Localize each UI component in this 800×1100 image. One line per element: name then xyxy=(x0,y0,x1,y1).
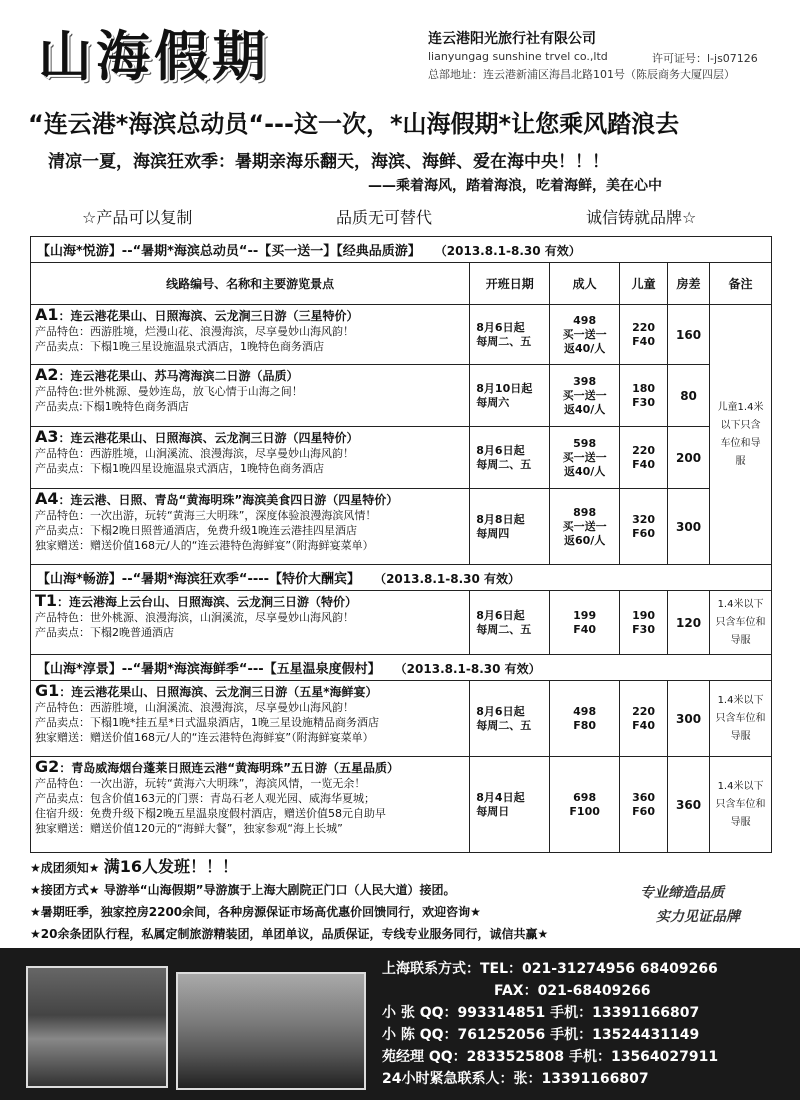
contact-emergency: 24小时紧急联系人：张：13391166807 xyxy=(382,1071,649,1087)
section-title-cell xyxy=(31,655,772,681)
brand-logo: 山海假期 xyxy=(38,24,270,88)
section-title: 【山海*悦游】--“暑期*海滨总动员“--【买一送一】【经典品质游】 xyxy=(37,244,421,259)
column-header: 线路编号、名称和主要游览景点 xyxy=(31,263,470,305)
column-header: 备注 xyxy=(710,263,772,305)
child-price-cell xyxy=(620,489,668,565)
contact-chen: 小 陈 QQ：761252056 手机：13524431149 xyxy=(382,1027,700,1043)
brand-claim-2: 实力见证品牌 xyxy=(656,909,740,925)
section-title: 【山海*淳景】--“暑期*海滨海鲜季“---【五星温泉度假村】 xyxy=(37,662,381,677)
adult-price: 498 xyxy=(573,313,597,327)
child-price: 320 xyxy=(632,512,656,526)
route-detail: 产品卖点：下榻1晚四星设施温泉式酒店，1晚特色商务酒店 xyxy=(35,462,324,475)
child-price-cell xyxy=(620,305,668,365)
route-title xyxy=(35,593,465,610)
child-price: 220 xyxy=(632,704,656,718)
route-name: ：连云港花果山、日照海滨、云龙涧三日游（三星特价） xyxy=(58,309,359,323)
start-date: 8月10日起 xyxy=(476,381,533,395)
route-row xyxy=(31,365,772,427)
adult-price: 买一送一 xyxy=(562,327,607,341)
remark-cell: 1.4米以下只含车位和导服 xyxy=(710,591,772,655)
headline: “连云港*海滨总动员“---这一次，*山海假期*让您乘风踏浪去 xyxy=(28,110,680,138)
slogan-integrity: 诚信铸就品牌☆ xyxy=(586,208,697,227)
adult-price-cell xyxy=(550,489,620,565)
route-row xyxy=(31,591,772,655)
route-detail: 独家赠送：赠送价值168元/人的“连云港特色海鲜宴”（附海鲜宴菜单） xyxy=(35,731,374,744)
route-detail: 产品特色：世外桃源、浪漫海滨，山涧溪流，尽享曼妙山海风韵！ xyxy=(35,611,354,624)
route-detail: 产品卖点：下榻1晚三星设施温泉式酒店，1晚特色商务酒店 xyxy=(35,340,324,353)
room-diff-cell: 300 xyxy=(668,681,710,757)
route-detail: 独家赠送：赠送价值168元/人的“连云港特色海鲜宴”（附海鲜宴菜单） xyxy=(35,539,374,552)
adult-price-cell xyxy=(550,427,620,489)
start-date: 8月4日起 xyxy=(476,790,525,804)
header xyxy=(0,0,800,96)
route-name: ：连云港花果山、苏马湾海滨二日游（品质） xyxy=(58,369,299,383)
route-title xyxy=(35,429,465,446)
start-date-cell xyxy=(470,305,550,365)
child-price: F60 xyxy=(632,804,655,818)
remark-cell: 1.4米以下只含车位和导服 xyxy=(710,757,772,853)
adult-price: 598 xyxy=(573,436,597,450)
route-detail: 住宿升级：免费升级下榻2晚五星温泉度假村酒店，赠送价值58元自助早 xyxy=(35,807,386,820)
adult-price-cell xyxy=(550,365,620,427)
column-header: 开班日期 xyxy=(470,263,550,305)
route-detail: 产品特色：西游胜境，烂漫山花、浪漫海滨，尽享曼妙山海风韵！ xyxy=(35,325,354,338)
child-price: F40 xyxy=(632,334,655,348)
start-date-cell xyxy=(470,489,550,565)
adult-price-cell xyxy=(550,681,620,757)
child-price: F40 xyxy=(632,718,655,732)
adult-price: 199 xyxy=(573,608,597,622)
start-date: 每周二、五 xyxy=(476,457,532,471)
tagline: ——乘着海风，踏着海浪，吃着海鲜，美在心中 xyxy=(368,178,662,194)
contact-zhang: 小 张 QQ：993314851 手机：13391166807 xyxy=(382,1005,700,1021)
adult-price: 返60/人 xyxy=(563,533,606,547)
room-diff-cell: 160 xyxy=(668,305,710,365)
route-row xyxy=(31,681,772,757)
section-title-cell xyxy=(31,565,772,591)
route-detail: 产品卖点：下榻2晚日照普通酒店，免费升级1晚连云港挂四星酒店 xyxy=(35,524,357,537)
adult-price-cell xyxy=(550,591,620,655)
mountain-photo xyxy=(176,972,366,1090)
column-header: 儿童 xyxy=(620,263,668,305)
license-number: 许可证号：l-js07126 xyxy=(652,52,758,65)
route-name: ：青岛威海烟台蓬莱日照连云港“黄海明珠”五日游（五星品质） xyxy=(59,761,400,775)
child-price-cell xyxy=(620,365,668,427)
child-price: F40 xyxy=(632,457,655,471)
start-date: 每周二、五 xyxy=(476,334,532,348)
start-date-cell xyxy=(470,591,550,655)
section-validity: （2013.8.1-8.30 有效） xyxy=(440,244,581,258)
slogan-quality: 品质无可替代 xyxy=(336,208,433,227)
section-row xyxy=(31,237,772,263)
route-cell xyxy=(31,591,470,655)
child-price-cell xyxy=(620,591,668,655)
column-header: 房差 xyxy=(668,263,710,305)
route-detail: 产品卖点:下榻1晚特色商务酒店 xyxy=(35,400,189,413)
route-title xyxy=(35,759,465,776)
route-row xyxy=(31,305,772,365)
section-row xyxy=(31,565,772,591)
route-title xyxy=(35,307,465,324)
route-code: T1 xyxy=(35,591,58,610)
adult-price: F100 xyxy=(569,804,600,818)
child-price: F60 xyxy=(632,526,655,540)
start-date: 8月8日起 xyxy=(476,512,525,526)
slogan-copy: ☆产品可以复制 xyxy=(82,208,193,227)
adult-price: F80 xyxy=(573,718,597,732)
route-cell xyxy=(31,427,470,489)
route-name: ：连云港、日照、青岛“黄海明珠”海滨美食四日游（四星特价） xyxy=(58,493,399,507)
remark-cell: 儿童1.4米以下只含车位和导服 xyxy=(710,305,772,565)
route-cell xyxy=(31,305,470,365)
adult-price: 买一送一 xyxy=(562,450,607,464)
route-detail: 产品卖点：下榻2晚普通酒店 xyxy=(35,626,174,639)
route-cell xyxy=(31,757,470,853)
route-code: A4 xyxy=(35,489,59,508)
route-row xyxy=(31,427,772,489)
route-code: A2 xyxy=(35,365,59,384)
child-price: 180 xyxy=(632,381,656,395)
room-diff-cell: 200 xyxy=(668,427,710,489)
coast-photo xyxy=(26,966,168,1088)
start-date-cell xyxy=(470,427,550,489)
section-title: 【山海*畅游】--“暑期*海滨狂欢季“----【特价大酬宾】 xyxy=(37,572,361,587)
adult-price: 398 xyxy=(573,374,597,388)
start-date: 每周二、五 xyxy=(476,718,532,732)
route-code: G1 xyxy=(35,681,60,700)
route-name: ：连云港海上云台山、日照海滨、云龙涧三日游（特价） xyxy=(57,595,358,609)
room-diff-cell: 80 xyxy=(668,365,710,427)
route-detail: 产品特色：西游胜境，山涧溪流、浪漫海滨，尽享曼妙山海风韵！ xyxy=(35,447,354,460)
adult-price-cell xyxy=(550,757,620,853)
route-title xyxy=(35,683,465,700)
child-price: F30 xyxy=(632,622,655,636)
section-title-cell xyxy=(31,237,772,263)
contact-tel: 上海联系方式：TEL：021-31274956 68409266 xyxy=(382,961,718,977)
note-rooms: ★暑期旺季，独家控房2200余间，各种房源保证市场高优惠价回馈同行，欢迎咨询★ xyxy=(30,905,481,919)
route-detail: 产品特色：一次出游，玩转“黄海六大明珠”，海滨风情，一览无余！ xyxy=(35,777,366,790)
child-price-cell xyxy=(620,427,668,489)
subline: 清凉一夏，海滨狂欢季：暑期亲海乐翻天，海滨、海鲜、爱在海中央！！！ xyxy=(48,152,609,172)
itinerary-table xyxy=(30,236,772,853)
note-pickup: ★接团方式★ 导游举“山海假期”导游旗于上海大剧院正门口（人民大道）接团。 xyxy=(30,883,456,897)
start-date-cell xyxy=(470,365,550,427)
adult-price: 返40/人 xyxy=(563,464,606,478)
route-cell xyxy=(31,365,470,427)
section-row xyxy=(31,655,772,681)
adult-price: 返40/人 xyxy=(563,402,606,416)
booking-notes xyxy=(30,856,650,945)
route-detail: 产品特色：一次出游，玩转“黄海三大明珠”，深度体验浪漫海滨风情！ xyxy=(35,509,377,522)
route-code: G2 xyxy=(35,757,60,776)
start-date: 每周日 xyxy=(476,804,510,818)
column-header: 成人 xyxy=(550,263,620,305)
route-row xyxy=(31,489,772,565)
route-name: ：连云港花果山、日照海滨、云龙涧三日游（五星*海鲜宴） xyxy=(59,685,378,699)
contact-footer xyxy=(0,948,800,1100)
route-detail: 产品特色:世外桃源、曼妙连岛，放飞心情于山海之间！ xyxy=(35,385,303,398)
start-date-cell xyxy=(470,757,550,853)
route-code: A1 xyxy=(35,305,59,324)
route-row xyxy=(31,757,772,853)
child-price: 220 xyxy=(632,443,656,457)
start-date: 8月6日起 xyxy=(476,320,525,334)
child-price: 190 xyxy=(632,608,656,622)
note-min-group: 满16人发班！！！ xyxy=(103,857,238,876)
route-cell xyxy=(31,489,470,565)
start-date: 8月6日起 xyxy=(476,704,525,718)
room-diff-cell: 120 xyxy=(668,591,710,655)
adult-price: 买一送一 xyxy=(562,388,607,402)
route-detail: 产品卖点：包含价值163元的门票：青岛石老人观光园、威海华夏城； xyxy=(35,792,375,805)
adult-price: 498 xyxy=(573,704,597,718)
section-validity: （2013.8.1-8.30 有效） xyxy=(380,572,521,586)
route-title xyxy=(35,491,465,508)
adult-price: 买一送一 xyxy=(562,519,607,533)
note-label: ★成团须知★ xyxy=(30,861,100,875)
start-date: 每周六 xyxy=(476,395,510,409)
route-detail: 产品卖点：下榻1晚*挂五星*日式温泉酒店，1晚三星设施精品商务酒店 xyxy=(35,716,379,729)
route-cell xyxy=(31,681,470,757)
route-detail: 独家赠送：赠送价值120元的“海鲜大餐”，独家参观“海上长城” xyxy=(35,822,343,835)
contact-fax: FAX：021-68409266 xyxy=(494,983,651,999)
route-title xyxy=(35,367,465,384)
child-price: F30 xyxy=(632,395,655,409)
header-row xyxy=(31,263,772,305)
section-validity: （2013.8.1-8.30 有效） xyxy=(400,662,541,676)
route-name: ：连云港花果山、日照海滨、云龙涧三日游（四星特价） xyxy=(58,431,359,445)
child-price-cell xyxy=(620,757,668,853)
adult-price: 698 xyxy=(573,790,597,804)
room-diff-cell: 360 xyxy=(668,757,710,853)
adult-price: F40 xyxy=(573,622,597,636)
room-diff-cell: 300 xyxy=(668,489,710,565)
start-date: 每周四 xyxy=(476,526,510,540)
start-date: 8月6日起 xyxy=(476,443,525,457)
child-price-cell xyxy=(620,681,668,757)
company-name-en: lianyungag sunshine trvel co.,ltd xyxy=(428,50,608,63)
company-address: 总部地址：连云港新浦区海昌北路101号（陈辰商务大厦四层） xyxy=(428,68,735,81)
child-price: 360 xyxy=(632,790,656,804)
brand-claim-1: 专业缔造品质 xyxy=(640,885,724,901)
company-name: 连云港阳光旅行社有限公司 xyxy=(428,31,596,47)
route-detail: 产品特色：西游胜境，山涧溪流、浪漫海滨，尽享曼妙山海风韵！ xyxy=(35,701,354,714)
child-price: 220 xyxy=(632,320,656,334)
remark-cell: 1.4米以下只含车位和导服 xyxy=(710,681,772,757)
contact-yuan: 苑经理 QQ：2833525808 手机：13564027911 xyxy=(382,1049,719,1065)
note-service: ★20余条团队行程，私属定制旅游精装团，单团单议，品质保证，专线专业服务同行，诚信共赢★ xyxy=(30,927,549,941)
adult-price: 返40/人 xyxy=(563,341,606,355)
start-date: 8月6日起 xyxy=(476,608,525,622)
adult-price-cell xyxy=(550,305,620,365)
start-date-cell xyxy=(470,681,550,757)
start-date: 每周二、五 xyxy=(476,622,532,636)
adult-price: 898 xyxy=(573,505,597,519)
route-code: A3 xyxy=(35,427,59,446)
